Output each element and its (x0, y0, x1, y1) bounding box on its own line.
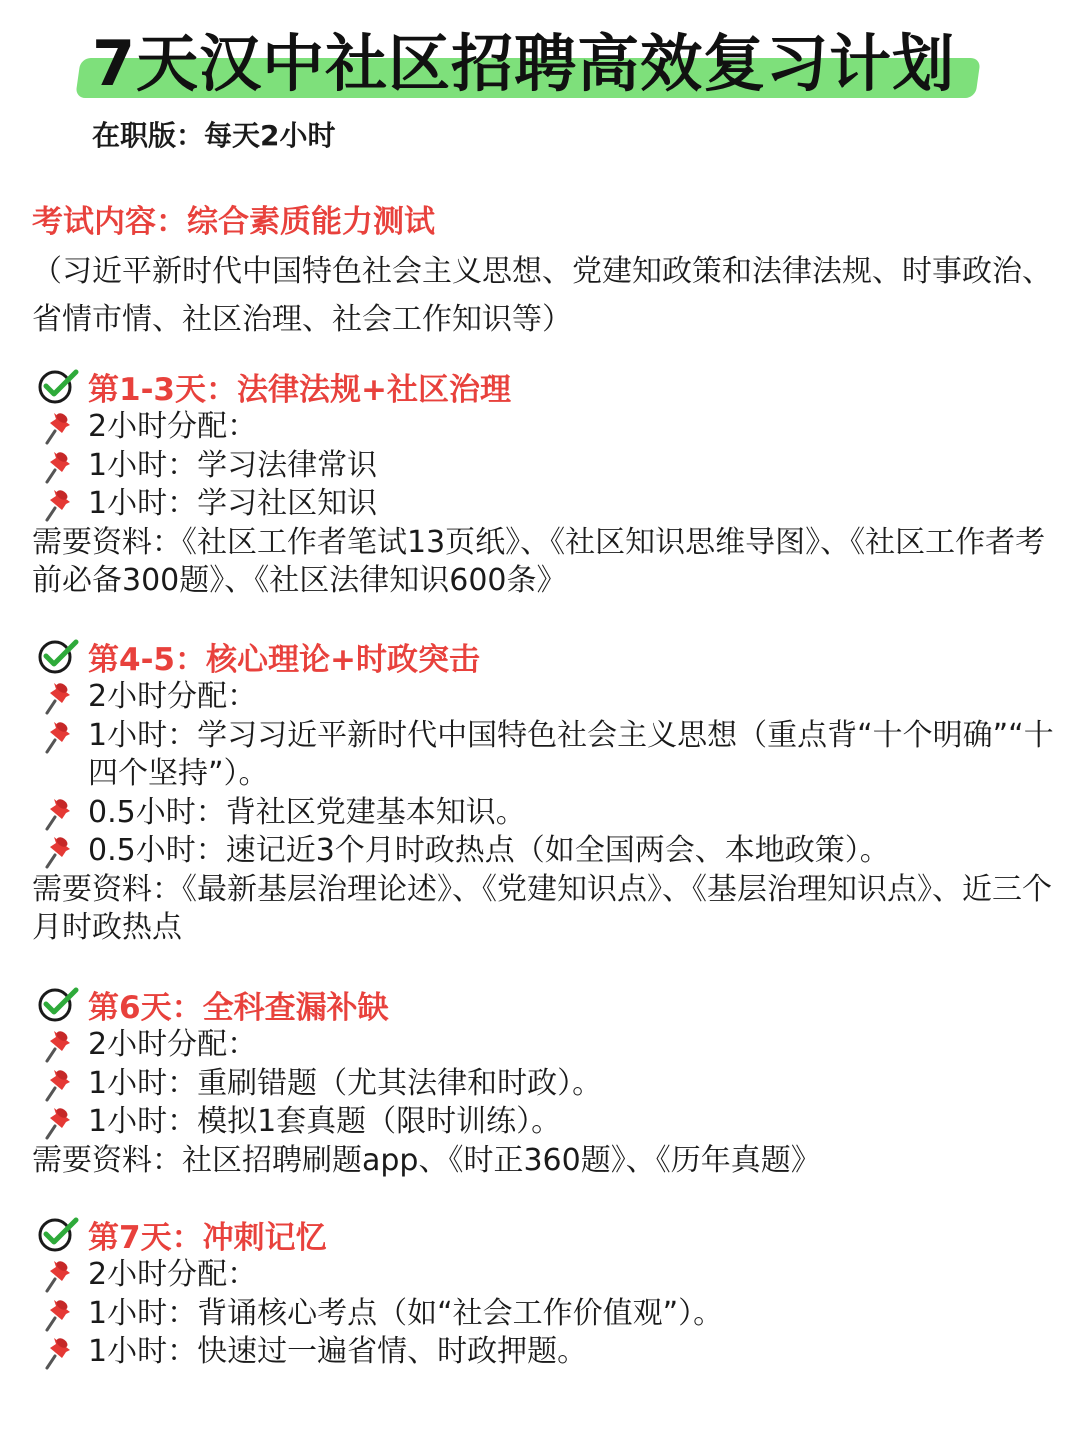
page-subtitle: 在职版：每天2小时 (92, 119, 336, 152)
list-item (32, 832, 1066, 871)
check-circle-icon (36, 984, 80, 1024)
pushpin-icon (40, 1104, 74, 1140)
list-item (32, 717, 1066, 794)
pushpin-icon (40, 409, 74, 445)
section-heading (32, 982, 1066, 1026)
list-item-text: 0.5小时：速记近3个月时政热点（如全国两会、本地政策）。 (88, 833, 890, 868)
list-item (32, 1256, 1066, 1295)
pushpin-icon (40, 486, 74, 522)
section-materials: 需要资料：社区招聘刷题app、《时正360题》、《历年真题》 (32, 1142, 821, 1178)
list-item-text: 1小时：重刷错题（尤其法律和时政）。 (88, 1065, 603, 1101)
check-circle-icon (36, 636, 80, 676)
section-materials: 需要资料：《最新基层治理论述》、《党建知识点》、《基层治理知识点》、近三个月时政热点 (32, 871, 1052, 945)
section-day-4-5 (32, 634, 1066, 948)
section-day-6 (32, 982, 1066, 1180)
pushpin-icon (40, 1027, 74, 1063)
pushpin-icon (40, 1334, 74, 1370)
list-item (32, 1333, 1066, 1372)
section-title: 第4-5：核心理论+时政突击 (88, 641, 480, 678)
list-item (32, 1065, 1066, 1104)
section-heading (32, 1212, 1066, 1256)
list-item (32, 485, 1066, 524)
list-item-text: 2小时分配： (88, 1027, 258, 1062)
list-item (32, 678, 1066, 717)
pushpin-icon (40, 448, 74, 484)
pushpin-icon (40, 1066, 74, 1102)
exam-content-description: （习近平新时代中国特色社会主义思想、党建知政策和法律法规、时事政治、省情市情、社区治理、社会工作知识等） (32, 254, 1052, 337)
pushpin-icon (40, 1296, 74, 1332)
list-item (32, 1295, 1066, 1334)
section-title: 第6天：全科查漏补缺 (88, 989, 389, 1026)
list-item (32, 408, 1066, 447)
pushpin-icon (40, 1257, 74, 1293)
list-item-text: 0.5小时：背社区党建基本知识。 (88, 794, 526, 830)
list-item (32, 1103, 1066, 1142)
section-day-1-3 (32, 364, 1066, 601)
list-item-text: 1小时：学习习近平新时代中国特色社会主义思想（重点背“十个明确”“十四个坚持”）。 (88, 717, 1054, 791)
section-title: 第1-3天：法律法规+社区治理 (88, 371, 511, 408)
list-item-text: 1小时：学习社区知识 (88, 486, 378, 521)
list-item (32, 447, 1066, 486)
list-item-text: 2小时分配： (88, 679, 258, 714)
list-item-text: 1小时：学习法律常识 (88, 447, 378, 483)
section-title: 第7天：冲刺记忆 (88, 1219, 327, 1256)
section-materials: 需要资料：《社区工作者笔试13页纸》、《社区知识思维导图》、《社区工作者考前必备300题》、《社区法律知识600条》 (32, 524, 1046, 598)
pushpin-icon (40, 679, 74, 715)
pushpin-icon (40, 795, 74, 831)
page-title: 7天汉中社区招聘高效复习计划 (92, 27, 956, 100)
list-item-text: 2小时分配： (88, 1257, 258, 1292)
list-item-text: 2小时分配： (88, 409, 258, 444)
section-day-7 (32, 1212, 1066, 1372)
list-item (32, 1026, 1066, 1065)
exam-content-heading: 考试内容：综合素质能力测试 (32, 204, 435, 240)
section-heading (32, 364, 1066, 408)
list-item (32, 794, 1066, 833)
list-item-text: 1小时：快速过一遍省情、时政押题。 (88, 1334, 588, 1369)
check-circle-icon (36, 366, 80, 406)
title-block (78, 22, 978, 106)
pushpin-icon (40, 718, 74, 754)
check-circle-icon (36, 1214, 80, 1254)
list-item-text: 1小时：模拟1套真题（限时训练）。 (88, 1104, 562, 1139)
pushpin-icon (40, 833, 74, 869)
list-item-text: 1小时：背诵核心考点（如“社会工作价值观”）。 (88, 1295, 724, 1331)
section-heading (32, 634, 1066, 678)
